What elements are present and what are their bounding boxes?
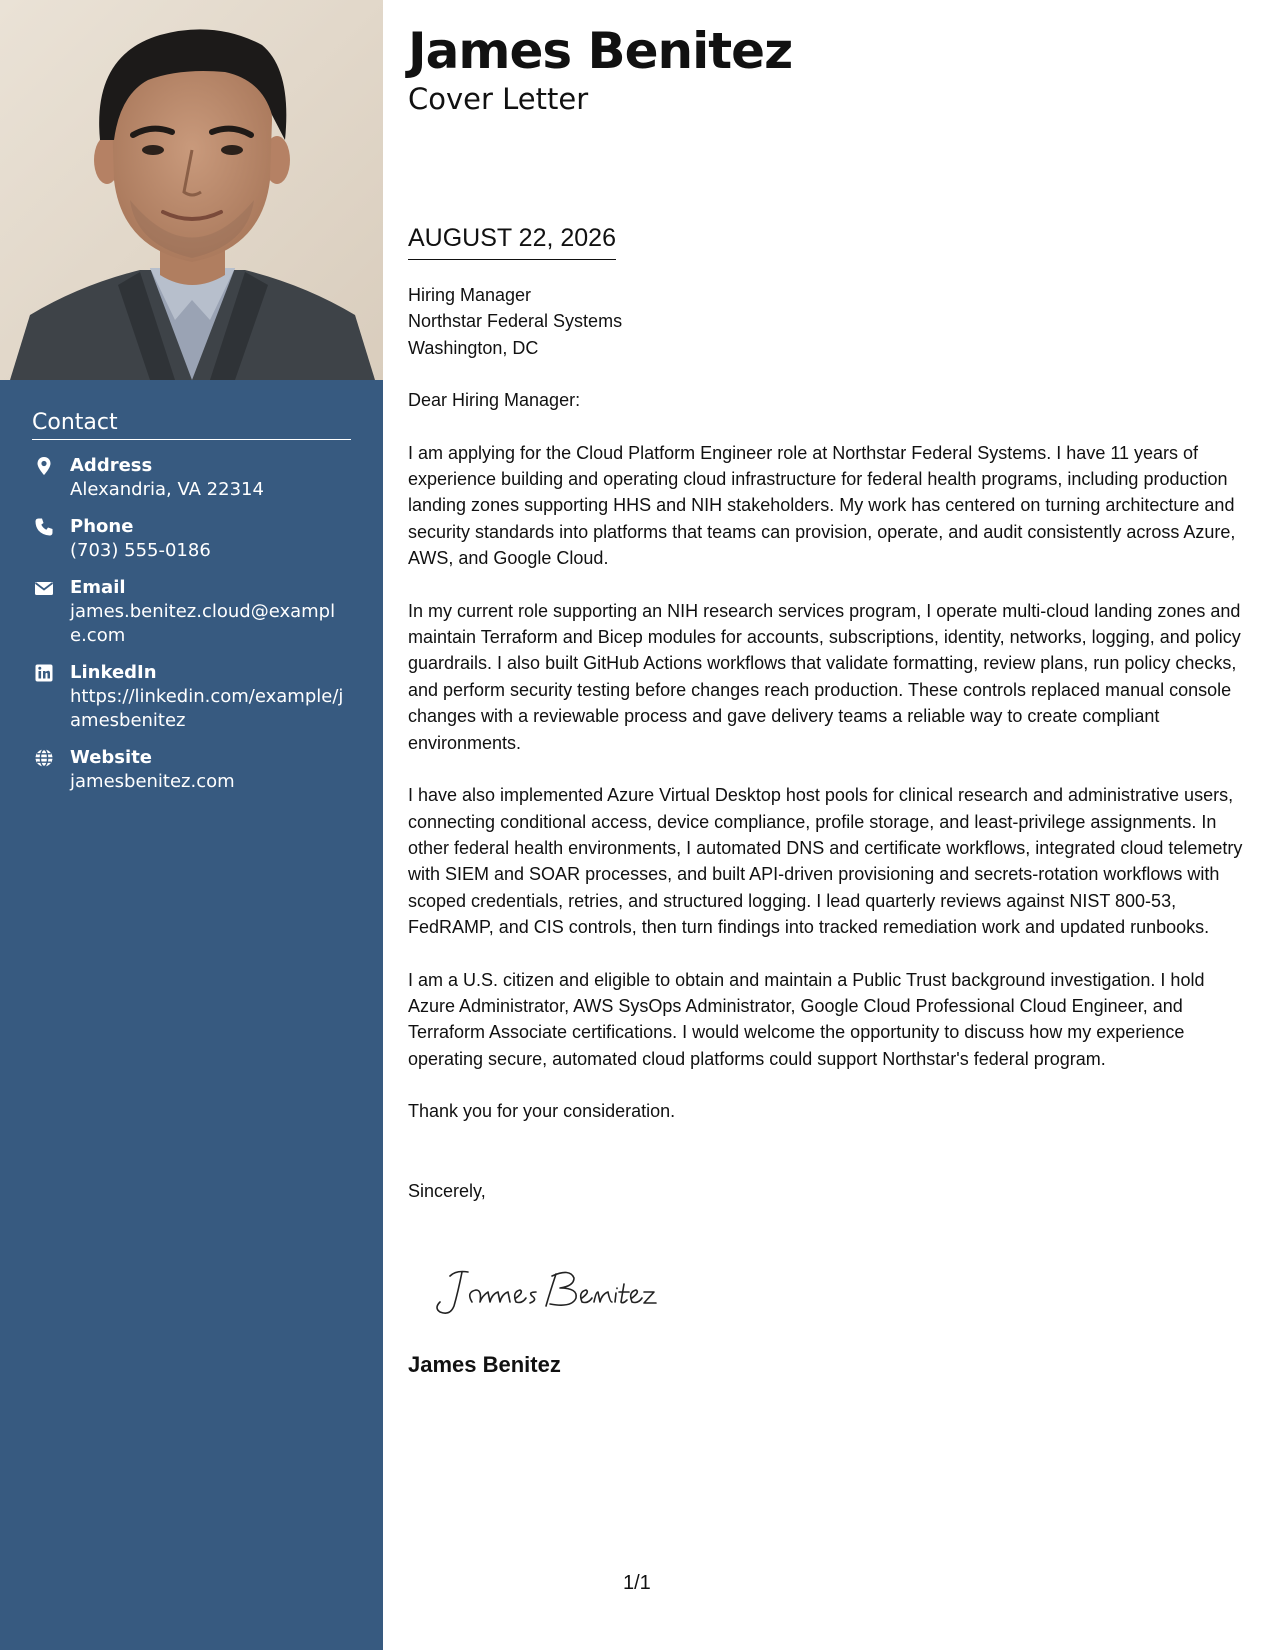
paragraph: Thank you for your consideration. — [408, 1101, 676, 1122]
letter-body — [408, 282, 1250, 1204]
recipient-line: Washington, DC — [408, 337, 539, 358]
document-title: Cover Letter — [408, 82, 589, 116]
address-value: Alexandria, VA 22314 — [70, 479, 264, 500]
contact-heading: Contact — [32, 410, 351, 440]
phone-label: Phone — [70, 516, 134, 537]
address-label: Address — [70, 455, 153, 476]
linkedin-label: LinkedIn — [70, 662, 157, 683]
page-number: 1/1 — [623, 1572, 651, 1594]
email-label: Email — [70, 577, 126, 598]
contact-address — [32, 454, 351, 502]
sidebar — [0, 0, 383, 1650]
envelope-icon — [34, 578, 54, 598]
closing: Sincerely, — [408, 1180, 486, 1201]
recipient-line: Hiring Manager — [408, 285, 532, 305]
paragraph: In my current role supporting an NIH research services program, I operate multi-cloud landing zones and maintain Terraform and Bicep modules for accounts, subscriptions, identity, networks, logging, and policy guardrails. I also built GitHub Actions workflows that validate formatting, review plans, run policy checks, and perform security testing before changes reach production. These controls replaced manual console changes with a reviewable process and gave delivery teams a reliable way to create compliant environments. — [408, 600, 1241, 753]
phone-value: (703) 555-0186 — [70, 540, 211, 561]
signature-image — [428, 1262, 668, 1322]
linkedin-value[interactable]: https://linkedin.com/example/jamesbenitez — [70, 686, 344, 731]
paragraph: I am a U.S. citizen and eligible to obtain and maintain a Public Trust background investigation. I hold Azure Administrator, AWS SysOps Administrator, Google Cloud Professional Cloud Engineer, and Terraform Associate certifications. I would welcome the opportunity to discuss how my experience operating secure, automated cloud platforms could support Northstar's federal program. — [408, 969, 1205, 1069]
letter-date: AUGUST 22, 2026 — [408, 224, 616, 260]
applicant-name: James Benitez — [408, 22, 793, 80]
contact-website — [32, 746, 351, 794]
globe-icon — [34, 748, 54, 768]
contact-linkedin — [32, 661, 351, 733]
location-pin-icon — [34, 456, 54, 476]
paragraph: I have also implemented Azure Virtual Desktop host pools for clinical research and administrative users, connecting conditional access, device compliance, profile storage, and least-privilege assignments. In other federal health environments, I automated DNS and certificate workflows, integrated cloud telemetry with SIEM and SOAR processes, and built API-driven provisioning and secrets-rotation workflows with scoped credentials, retries, and structured logging. I lead quarterly reviews against NIST 800-53, FedRAMP, and CIS controls, then turn findings into tracked remediation work and updated runbooks. — [408, 785, 1243, 938]
linkedin-icon — [34, 663, 54, 683]
website-value[interactable]: jamesbenitez.com — [70, 771, 235, 792]
paragraph: I am applying for the Cloud Platform Engineer role at Northstar Federal Systems. I have 11 years of experience building and operating cloud infrastructure for federal health programs, including production landing zones supporting HHS and NIH stakeholders. My work has centered on turning architecture and security standards into platforms that teams can provision, operate, and audit consistently across Azure, AWS, and Google Cloud. — [408, 442, 1236, 569]
contact-email — [32, 576, 351, 648]
email-value[interactable]: james.benitez.cloud@example.com — [70, 601, 336, 646]
website-label: Website — [70, 747, 153, 768]
contact-section — [32, 410, 351, 794]
profile-photo — [0, 0, 383, 380]
recipient-block — [408, 282, 1250, 361]
recipient-line: Northstar Federal Systems — [408, 311, 623, 332]
salutation: Dear Hiring Manager: — [408, 390, 581, 411]
phone-icon — [34, 517, 54, 537]
signed-name: James Benitez — [408, 1352, 561, 1377]
contact-phone — [32, 515, 351, 563]
